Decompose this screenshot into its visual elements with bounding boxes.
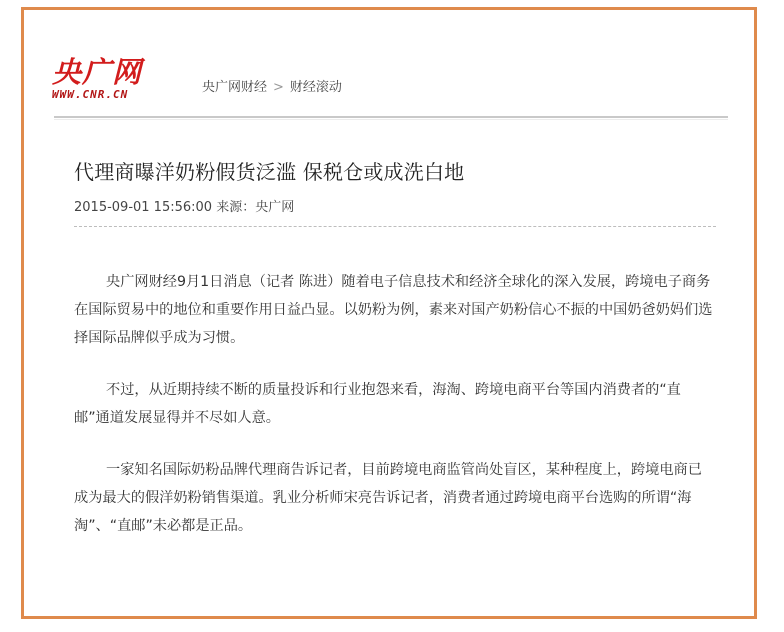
article-source: 央广网 [255,200,295,215]
header-divider-shadow [54,119,728,120]
site-logo[interactable] [52,56,182,110]
breadcrumb-item-rolling[interactable]: 财经滚动 [289,80,342,95]
article-paragraph: 不过，从近期持续不断的质量投诉和行业抱怨来看，海淘、跨境电商平台等国内消费者的“直邮”通道发展显得并不尽如人意。 [74,382,681,426]
logo-domain: WWW.CNR.CN [52,88,129,101]
article-paragraph: 一家知名国际奶粉品牌代理商告诉记者，目前跨境电商监管尚处盲区，某种程度上，跨境电商已成为最大的假洋奶粉销售渠道。乳业分析师宋亮告诉记者，消费者通过跨境电商平台选购的所谓“海淘”、“直邮”未必都是正品。 [74,462,702,534]
header-divider [54,116,728,118]
article-paragraph: 央广网财经9月1日消息（记者 陈进）随着电子信息技术和经济全球化的深入发展，跨境电子商务在国际贸易中的地位和重要作用日益凸显。以奶粉为例，素来对国产奶粉信心不振的中国奶爸奶妈们选择国际品牌似乎成为习惯。 [74,274,713,346]
breadcrumb-separator: > [273,80,284,95]
meta-divider [74,226,716,227]
breadcrumb [202,76,342,95]
breadcrumb-item-finance[interactable]: 央广网财经 [202,80,268,95]
article-source-label: 来源： [216,200,256,215]
article-title: 代理商曝洋奶粉假货泛滥 保税仓或成洗白地 [74,160,465,184]
site-header [52,56,692,116]
article-meta [74,196,294,215]
article-body [74,268,716,564]
logo-text: 央广网 [52,55,143,89]
article-datetime: 2015-09-01 15:56:00 [74,200,213,215]
